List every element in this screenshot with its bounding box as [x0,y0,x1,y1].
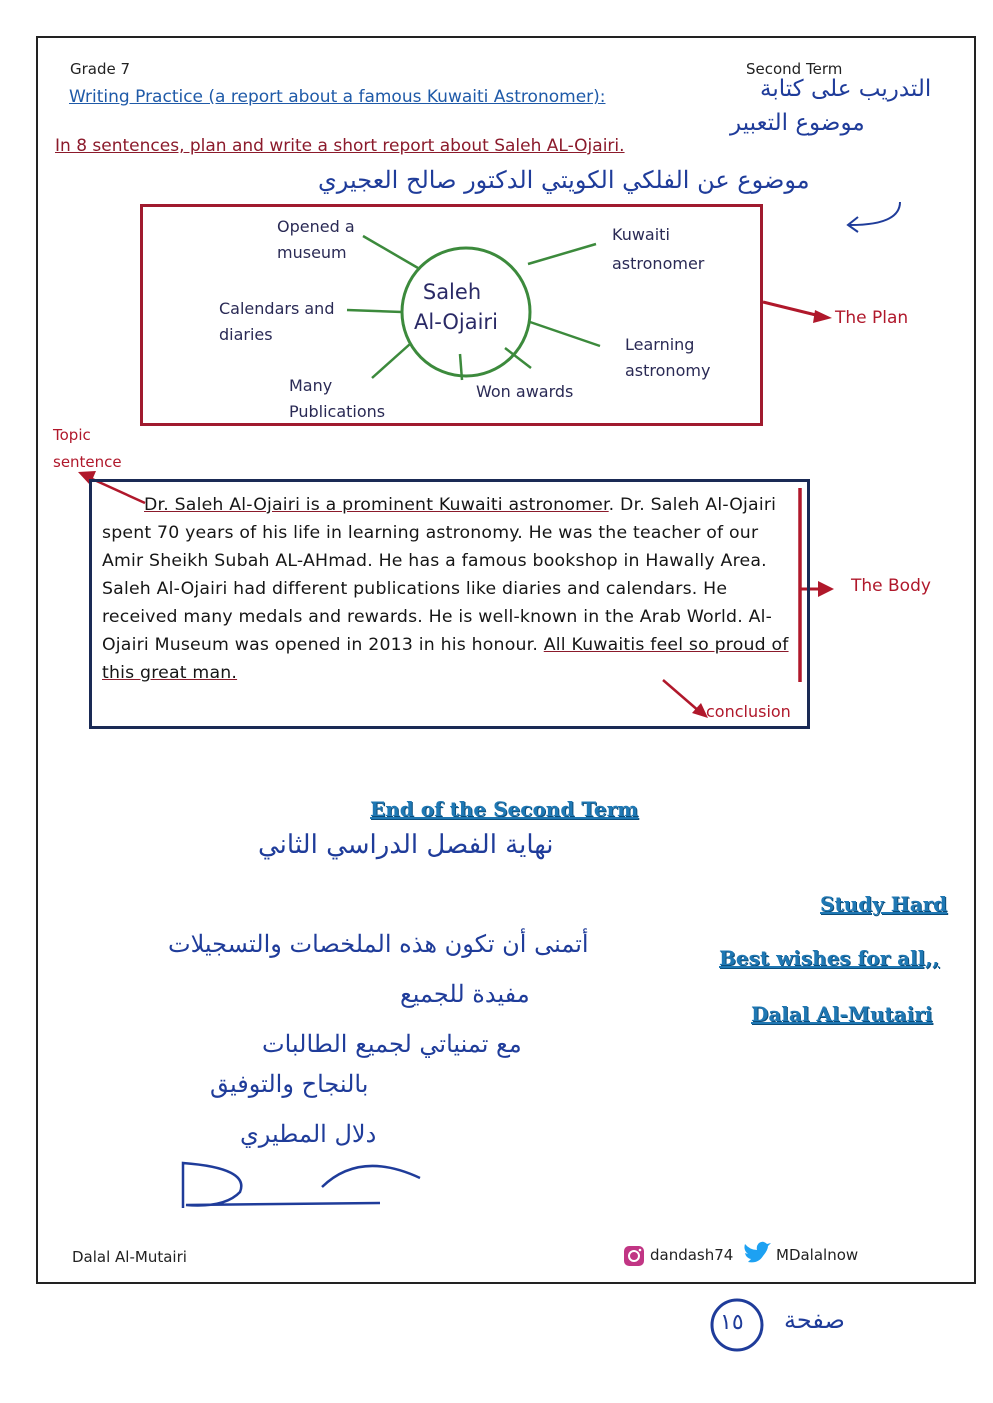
page-number: ١٥ [720,1310,744,1335]
page-label: صفحة [784,1306,845,1334]
best-wishes: Best wishes for all,, [719,946,940,970]
conclusion-sentence: All Kuwaitis feel so proud of this great man. [102,635,789,683]
topic-sentence-label [53,422,122,476]
instagram-handle[interactable]: dandash74 [650,1246,734,1264]
node-learning-line2: astronomy [625,361,711,380]
node-astronomer [612,220,704,278]
twitter-icon [744,1242,771,1263]
handwritten-note-1: التدريب على كتابة [760,76,932,102]
node-museum [277,214,355,266]
conclusion-label: conclusion [706,702,791,721]
node-museum-line2: museum [277,243,347,262]
handwritten-note-3: موضوع عن الفلكي الكويتي الدكتور صالح العجيري [318,166,810,194]
body-sentences: . Dr. Saleh Al-Ojairi spent 70 years of his life in learning astronomy. He was the teacher of our Amir Sheikh Subah AL-AHmad. He has a famous bookshop in Hawally Area. Saleh Al-Ojairi had different publications like diaries and calendars. He received many medals and rewards. He is well-known in the Arab World. Al-Ojairi Museum was opened in 2013 in his honour. [102,495,777,655]
node-astronomer-line1: Kuwaiti [612,225,670,244]
handwritten-wish-4: بالنجاح والتوفيق [210,1070,369,1098]
node-awards: Won awards [476,382,574,401]
page-title: Writing Practice (a report about a famous Kuwaiti Astronomer): [69,87,606,107]
handwritten-note-2: موضوع التعبير [730,110,865,136]
handwritten-wish-3: مع تمنياتي لجميع الطالبات [262,1030,522,1058]
footer-author: Dalal Al-Mutairi [72,1248,187,1266]
plan-arrow [763,302,820,316]
author-closing: Dalal Al-Mutairi [751,1002,933,1026]
handwritten-signature-name: دلال المطيري [240,1120,377,1148]
report-paragraph [102,491,792,687]
center-name-1: Saleh [422,280,482,304]
node-publications-line2: Publications [289,402,386,421]
topic-sentence: Dr. Saleh Al-Ojairi is a prominent Kuwaiti astronomer [144,495,609,515]
topic-label-line1: Topic [53,426,91,444]
grade-label: Grade 7 [70,60,131,78]
center-name-2: Al-Ojairi [414,310,498,334]
instagram-icon [624,1246,644,1266]
node-publications-line1: Many [289,376,333,395]
center-node [418,278,486,306]
node-calendars-line2: diaries [219,325,273,344]
end-of-term-heading: End of the Second Term [370,797,639,821]
body-label: The Body [851,576,931,596]
node-calendars [219,296,334,348]
study-hard: Study Hard [820,892,948,916]
node-learning [625,332,710,384]
handwritten-wish-1: أتمنى أن تكون هذه الملخصات والتسجيلات [168,930,589,958]
plan-label: The Plan [835,308,909,328]
topic-label-line2: sentence [53,453,122,471]
handwritten-end-note: نهاية الفصل الدراسي الثاني [258,830,554,860]
node-astronomer-line2: astronomer [612,254,705,273]
term-label: Second Term [746,60,843,78]
handwritten-wish-2: مفيدة للجميع [400,980,530,1008]
node-museum-line1: Opened a [277,217,355,236]
task-instruction: In 8 sentences, plan and write a short report about Saleh AL-Ojairi. [55,136,625,156]
node-publications [289,373,385,425]
twitter-handle[interactable]: MDalalnow [776,1246,859,1264]
node-learning-line1: Learning [625,335,695,354]
node-calendars-line1: Calendars and [219,299,335,318]
handwritten-arrow [850,202,900,225]
